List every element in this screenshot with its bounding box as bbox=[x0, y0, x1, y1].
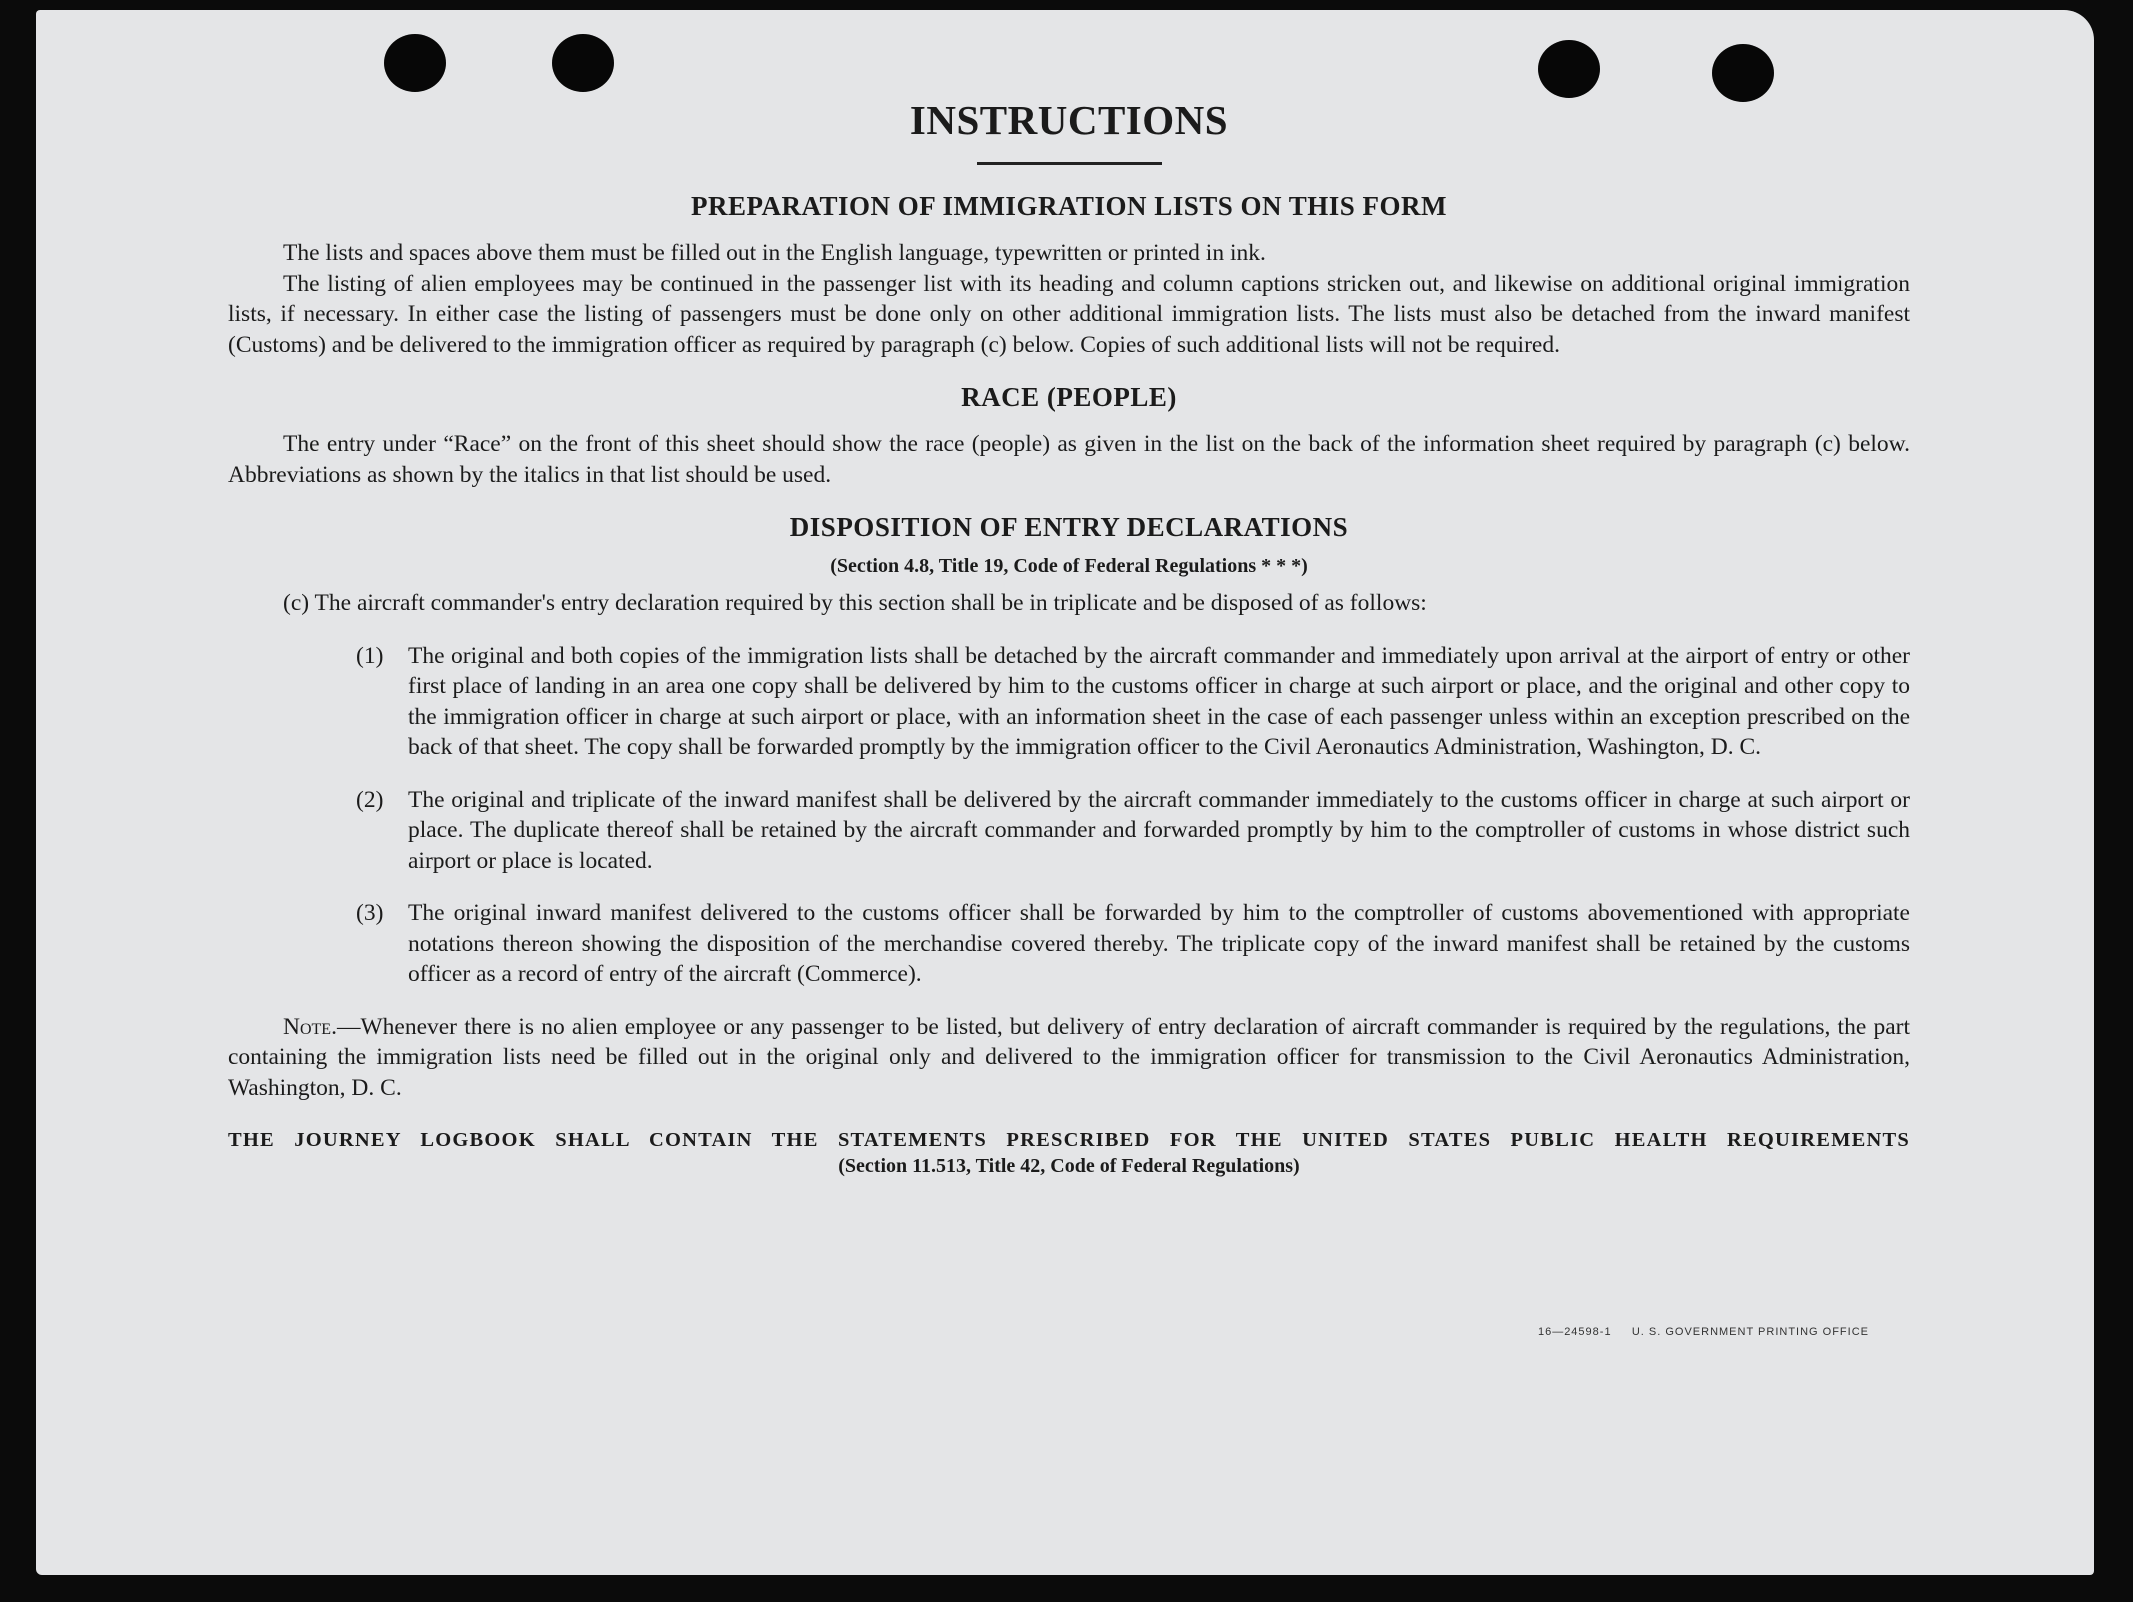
list-item-text: The original inward manifest delivered to the customs officer shall be forwarded by him to the comptroller of customs abovementioned with appropriate notations thereon showing the disposition of the merchandise covered thereby. The triplicate copy of the inward manifest shall be retained by the customs officer as a record of entry of the aircraft (Commerce). bbox=[408, 900, 1910, 987]
section-heading-disposition: DISPOSITION OF ENTRY DECLARATIONS bbox=[789, 512, 1349, 542]
document-body bbox=[228, 96, 1910, 1188]
form-number: 16—24598-1 bbox=[1537, 1326, 1612, 1338]
punch-hole bbox=[552, 34, 614, 92]
printer-name: U. S. GOVERNMENT PRINTING OFFICE bbox=[1631, 1326, 1869, 1338]
paragraph-alien-employees: The listing of alien employees may be continued in the passenger list with its heading and column captions stricken out, and likewise on additional original immigration lists, if necessary. In either case the listing of passengers must be done only on other additional immigration lists. The lists must also be detached from the inward manifest (Customs) and be delivered to the immigration officer as required by paragraph (c) below. Copies of such additional lists will not be required. bbox=[228, 270, 1910, 358]
list-item bbox=[228, 641, 1910, 763]
punch-hole bbox=[384, 34, 446, 92]
page-title: INSTRUCTIONS bbox=[909, 97, 1229, 143]
paragraph-lists-language: The lists and spaces above them must be filled out in the English language, typewritten or printed in ink. bbox=[283, 240, 1266, 266]
health-requirements-line: THE JOURNEY LOGBOOK SHALL CONTAIN THE STATEMENTS PRESCRIBED FOR THE UNITED STATES PUBLIC HEALTH REQUIREMENTS bbox=[228, 1129, 1910, 1151]
section-heading-race: RACE (PEOPLE) bbox=[961, 382, 1177, 412]
list-item-number: (1) bbox=[356, 642, 384, 669]
paragraph-c-label: (c) bbox=[283, 590, 310, 616]
paragraph-note bbox=[228, 1012, 1910, 1104]
document-page bbox=[36, 10, 2094, 1575]
title-rule bbox=[977, 162, 1162, 165]
punch-hole bbox=[1712, 44, 1774, 102]
list-item-text: The original and both copies of the immigration lists shall be detached by the aircraft commander and immediately upon arrival at the airport of entry or other first place of landing in an area one copy shall be delivered by him to the customs officer in charge at such airport or place, and the original and other copy to the immigration officer in charge at such airport or place, with an information sheet in the case of each passenger unless within an exception prescribed on the back of that sheet. The copy shall be forwarded promptly by the immigration officer to the Civil Aeronautics Administration, Washington, D. C. bbox=[408, 642, 1910, 760]
paragraph-c-text: The aircraft commander's entry declaration required by this section shall be in triplicate and be disposed of as follows: bbox=[314, 590, 1427, 616]
list-item bbox=[228, 898, 1910, 990]
note-text: —Whenever there is no alien employee or any passenger to be listed, but delivery of entry declaration of aircraft commander is required by the regulations, the part containing the immigration lists need be filled out in the original only and delivered to the immigration officer for transmission to the Civil Aeronautics Administration, Washington, D. C. bbox=[228, 1013, 1910, 1101]
punch-hole bbox=[1538, 40, 1600, 98]
paragraph-c-intro bbox=[228, 588, 1910, 619]
printer-imprint bbox=[1538, 1326, 1869, 1338]
list-item bbox=[228, 785, 1910, 877]
paragraph-race: The entry under “Race” on the front of this sheet should show the race (people) as given in the list on the back of the information sheet required by paragraph (c) below. Abbreviations as shown by the italics in that list should be used. bbox=[228, 431, 1910, 488]
disposition-citation: (Section 4.8, Title 19, Code of Federal Regulations * * *) bbox=[830, 555, 1308, 577]
list-item-number: (3) bbox=[356, 900, 384, 926]
note-label: Note. bbox=[283, 1013, 337, 1040]
list-item-number: (2) bbox=[356, 786, 384, 813]
list-item-text: The original and triplicate of the inward manifest shall be delivered by the aircraft commander immediately to the customs officer in charge at such airport or place. The duplicate thereof shall be retained by the aircraft commander and forwarded promptly by him to the comptroller of customs in whose district such airport or place is located. bbox=[408, 786, 1910, 874]
health-citation: (Section 11.513, Title 42, Code of Federal Regulations) bbox=[838, 1155, 1300, 1177]
section-heading-preparation: PREPARATION OF IMMIGRATION LISTS ON THIS FORM bbox=[690, 191, 1448, 221]
